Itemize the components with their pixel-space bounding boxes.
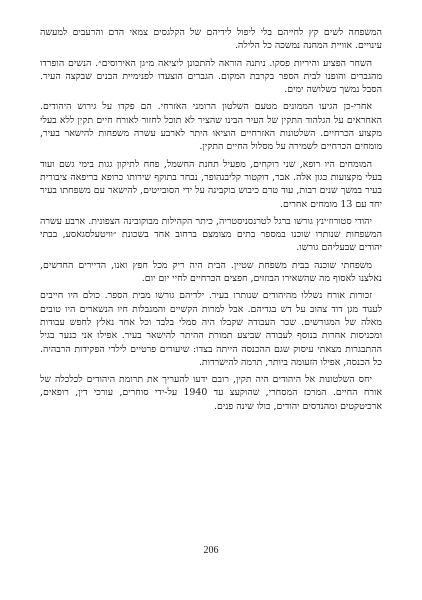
paragraph: השחר הפציע והיריות פסקו. ניתנה הוראה להתכונן ליציאה מ״גן האירוסים״. הנשים הופרדו מהגברים והופנו לבית הספר בקרבת המקום. הגברים הוצעדו לפנימיית הבנים שבקצה העיר. הסבל נמשך כשלושה ימים.: [40, 57, 382, 96]
paragraph: משפחתי שוכנה בבית משפחת שטיין. הבית היה ריק מכל חפץ ואנו, הדיירים החדשים, נאלצנו לאסוף מה שהשאירו הבוזזים, חפצים הכרחיים לחיי יום יום.: [40, 259, 382, 285]
paragraph: יחס השלטונות אל היהודים היה תקין, רובם ידעו להעריך את תרומת היהודים לכלכלה של אורח החיים. המרכז המסחרי, שהוקעצ עד 1940 על-ידי סוחרים, עורכי דין, רופאים, ארכיטקטים ומהנדסים יהודים, כולו שינה פנים.: [40, 374, 383, 412]
paragraph: המשפחה לשים קץ לחייהם בלי ליפול לידיהם של הקלגסים צמאי הדם והרעבים למעשה עינויים. אוויית המחנה נמשכה כל הלילה.: [40, 27, 382, 52]
paragraph: יהודי סטורוז׳ינץ גורשו ברגל לטרנסניסטריה, כיתר הקהילות מבוקובינה הצפונית. ארבע עשרה המשפחות שנותרו שוכנו במספר בתים מצומצם ברחוב אחד בשכונת ״וויטעלסגאסע, בבתי יהודים שבעליהם גורשו.: [40, 215, 382, 254]
document-body: [40, 26, 382, 417]
paragraph: המומחים היו רופא, שני רוקחים, מפעיל תחנת החשמל, פחח לתיקון גגות בימי גשם ועוד בעלי מקצועות כגון אלה. אבר, דוקטור קליבנהופר, נבחר בתוקף שירותו כרופא בריפאה ציבורית בעיר במשך שנים רבות, עוד טרם כיבוש בוקבינה על ידי הסובייטים, להישאר עם משפחתו בעיר יחד עם 13 מומחים אחרים.: [40, 158, 382, 210]
paragraph: זכורות אורח נשללו מהיהודים שנותרו בעיר. ילדיהם גורשו מבית הספר. כולם היו חייבים לענוד מגן דוד צהוב על דש בגדיהם. אבל למרות הקשיים והמגבלות חיו הנשארים היו טובים מאלה של המגורשים. שכר העבודה שקבלו היה סמלי בלבד וכל אחד נאלץ לחפש עבודות ומכניסות אחרות בנוסף לעבודה שביצע תמורת ההיתר להישאר בעיר. אפילו אני כנער בגיל ההתבגרות מצאתי עיסוק שגם ההכנסה הייתה בצדו: שיעורים פרטיים לילדי הפקידות הרבהיה. כל הכנסה, אפילו הזעומה ביותר, תרמה להישרדות.: [40, 290, 382, 368]
page-number: 206: [203, 545, 219, 556]
paragraph: אחרי-כן הגיעו הממונים מטעם השלטון הרומני האזרחי. הם פקדו על גירוש היהודים. האחראים על הגלהוד התקין של העיר הבינו שהציר לא תוכל לחזור לאורח חיים תקין ללא בעלי מקצוע הכרחיים. השלטונות האזרחיים הוציאו היתר לארבע עשרה משפחות להישאר בעיר, מומחים הכרחיים לשמירה על מסלול החיים התקין.: [40, 101, 382, 153]
